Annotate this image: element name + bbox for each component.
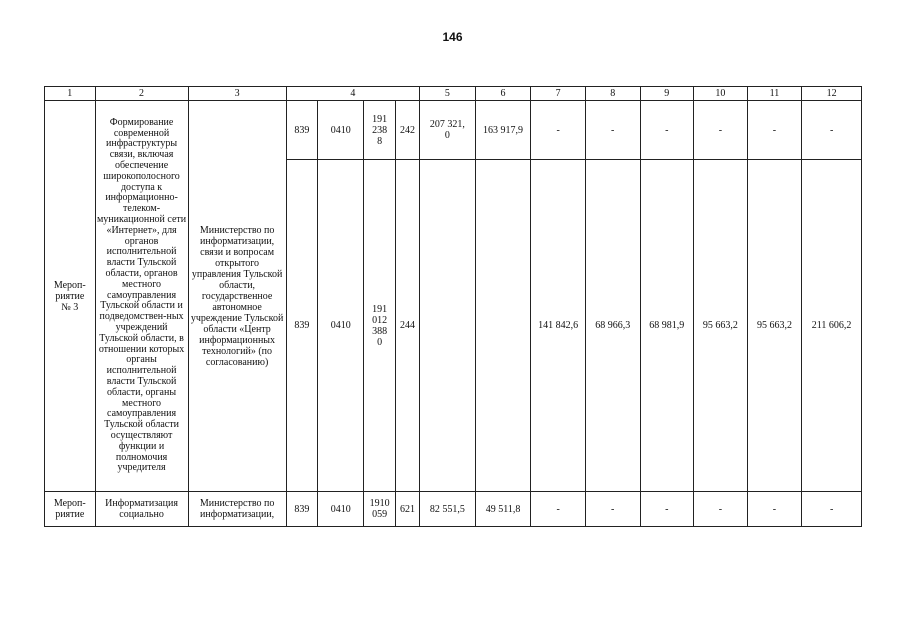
cell-col-7: - [531,492,586,527]
cell-col-12: - [802,101,862,160]
measure-executor: Министерство по информатизации, [188,492,286,527]
measure-label: Мероп- риятие № 3 [45,101,96,492]
budget-table [44,86,862,527]
cell-col-12: - [802,492,862,527]
cell-col-8: 68 966,3 [585,160,640,492]
cell-col-9: - [640,492,694,527]
cell-col-11: - [747,492,802,527]
cell-col-6 [475,160,531,492]
header-col-10: 10 [694,87,748,101]
cell-ministry-code: 839 [286,101,317,160]
cell-section-code: 0410 [317,101,364,160]
cell-col-6: 163 917,9 [475,101,531,160]
cell-ministry-code: 839 [286,492,317,527]
cell-col-5 [420,160,476,492]
table-row [45,101,862,160]
header-col-11: 11 [747,87,802,101]
header-col-5: 5 [420,87,476,101]
cell-col-8: - [585,101,640,160]
cell-col-12: 211 606,2 [802,160,862,492]
cell-target-code: 191 012 388 0 [364,160,395,492]
header-col-2: 2 [95,87,188,101]
cell-expense-type: 242 [395,101,419,160]
measure-label: Мероп- риятие [45,492,96,527]
header-col-6: 6 [475,87,531,101]
cell-expense-type: 244 [395,160,419,492]
cell-col-7: 141 842,6 [531,160,586,492]
header-col-7: 7 [531,87,586,101]
cell-col-11: - [747,101,802,160]
header-row [45,87,862,101]
table-row [45,492,862,527]
cell-target-code: 191 238 8 [364,101,395,160]
header-col-4: 4 [286,87,419,101]
cell-col-10: - [694,101,748,160]
cell-col-8: - [585,492,640,527]
measure-description: Информатизация социально [95,492,188,527]
header-col-1: 1 [45,87,96,101]
cell-col-11: 95 663,2 [747,160,802,492]
header-col-9: 9 [640,87,694,101]
measure-executor: Министерство по информатизации, связи и вопросам открытого управления Тульской области, государственное автономное учреждение Тульской области «Центр информационных технологий» (по согласованию) [188,101,286,492]
cell-section-code: 0410 [317,160,364,492]
cell-target-code: 1910 059 [364,492,395,527]
cell-col-7: - [531,101,586,160]
cell-section-code: 0410 [317,492,364,527]
cell-col-10: 95 663,2 [694,160,748,492]
cell-col-5: 207 321, 0 [420,101,476,160]
header-col-8: 8 [585,87,640,101]
page-number: 146 [442,30,463,44]
cell-ministry-code: 839 [286,160,317,492]
cell-col-9: - [640,101,694,160]
header-col-12: 12 [802,87,862,101]
header-col-3: 3 [188,87,286,101]
cell-col-6: 49 511,8 [475,492,531,527]
cell-col-10: - [694,492,748,527]
cell-col-9: 68 981,9 [640,160,694,492]
cell-expense-type: 621 [395,492,419,527]
measure-description: Формирование современной инфраструктуры связи, включая обеспечение широкополосного доступа к информационно-телеком-муникационной сети «Интернет», для органов исполнительной власти Тульской области, органов местного самоуправления Тульской области и подведомствен-ных учреждений Тульской области, в отношении которых органы исполнительной власти Тульской области, органы местного самоуправления Тульской области осуществляют функции и полномочия учредителя [95,101,188,492]
cell-col-5: 82 551,5 [420,492,476,527]
